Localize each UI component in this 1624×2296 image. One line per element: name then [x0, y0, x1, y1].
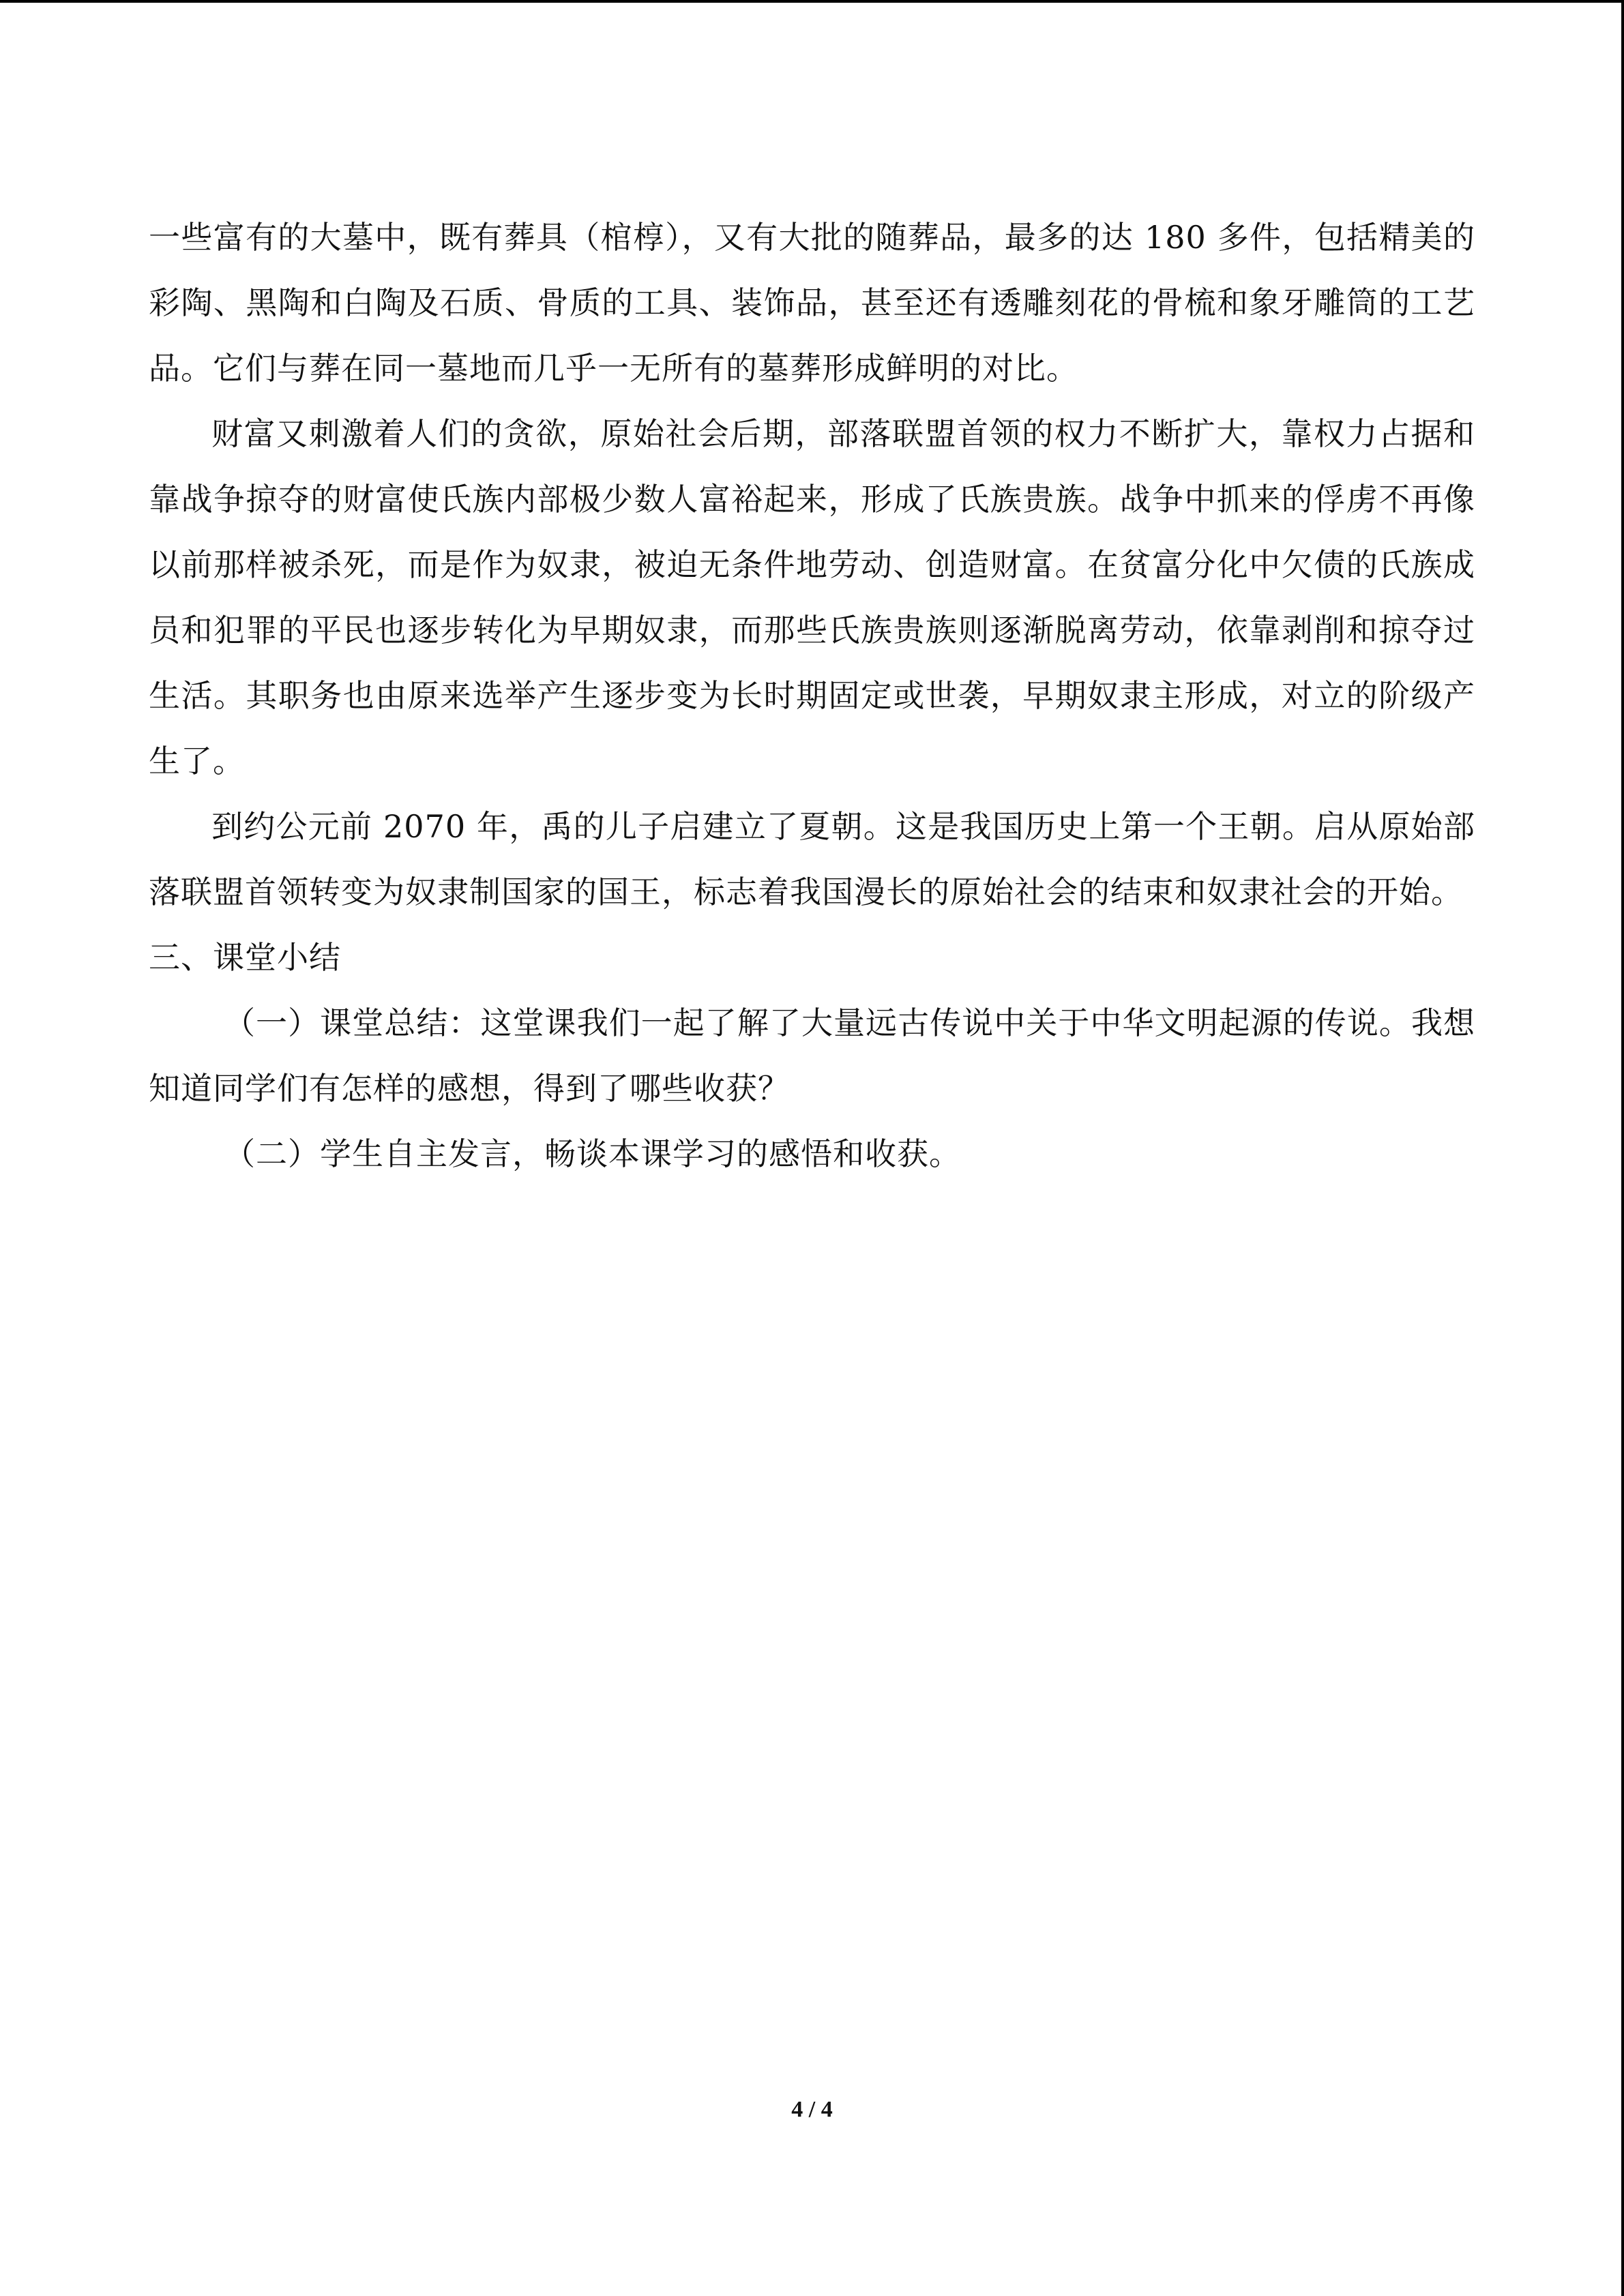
summary-item-2: （二）学生自主发言，畅谈本课学习的感悟和收获。: [224, 1135, 961, 1172]
paragraph-xia-dynasty: 到约公元前 2070 年，禹的儿子启建立了夏朝。这是我国历史上第一个王朝。启从原始部落联盟首领转变为奴隶制国家的国王，标志着我国漫长的原始社会的结束和奴隶社会的开始。: [149, 808, 1475, 910]
page-border-right: [1621, 0, 1624, 2296]
page-border-top: [0, 0, 1624, 3]
page-number: 4 / 4: [791, 2097, 833, 2122]
summary-item-1: （一）课堂总结：这堂课我们一起了解了大量远古传说中关于中华文明起源的传说。我想知道同学们有怎样的感想，得到了哪些收获？: [149, 1004, 1475, 1107]
document-body: [149, 205, 1475, 1187]
paragraph-wealth: 财富又刺激着人们的贪欲，原始社会后期，部落联盟首领的权力不断扩大，靠权力占据和靠战争掠夺的财富使氏族内部极少数人富裕起来，形成了氏族贵族。战争中抓来的俘虏不再像以前那样被杀死，而是作为奴隶，被迫无条件地劳动、创造财富。在贫富分化中欠债的氏族成员和犯罪的平民也逐步转化为早期奴隶，而那些氏族贵族则逐渐脱离劳动，依靠剥削和掠夺过生活。其职务也由原来选举产生逐步变为长时期固定或世袭，早期奴隶主形成，对立的阶级产生了。: [149, 415, 1475, 779]
paragraph-tombs: 一些富有的大墓中，既有葬具（棺椁），又有大批的随葬品，最多的达 180 多件，包括精美的彩陶、黑陶和白陶及石质、骨质的工具、装饰品，甚至还有透雕刻花的骨梳和象牙雕筒的工艺品。它们与葬在同一墓地而几乎一无所有的墓葬形成鲜明的对比。: [149, 219, 1475, 387]
section-heading: 三、课堂小结: [149, 939, 341, 976]
